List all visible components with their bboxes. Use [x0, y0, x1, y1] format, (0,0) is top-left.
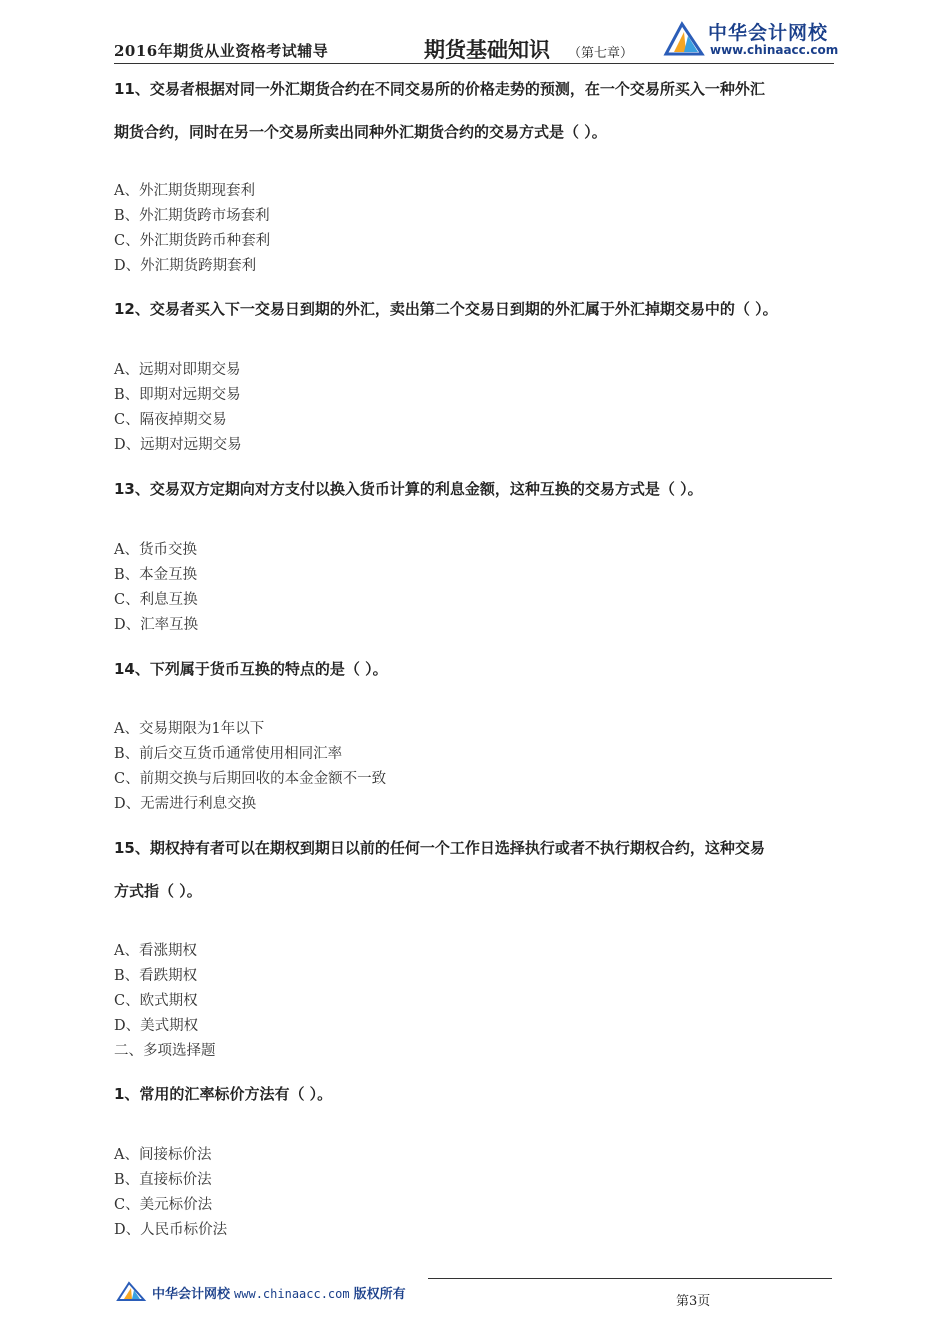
question-13-option-b: B、本金互换: [114, 567, 198, 583]
question-12-option-c: C、隔夜掉期交易: [114, 412, 227, 428]
question-12-option-a: A、远期对即期交易: [114, 362, 241, 378]
question-12-line-1: 12、交易者买入下一交易日到期的外汇，卖出第二个交易日到期的外汇属于外汇掉期交易中的（ ）。: [114, 300, 778, 318]
question-12-option-b: B、即期对远期交易: [114, 387, 241, 403]
footer-url[interactable]: www.chinaacc.com: [234, 1287, 350, 1301]
footer-brand: [152, 1283, 406, 1302]
question-15-option-b: B、看跌期权: [114, 968, 198, 984]
question-11-line-2: 期货合约，同时在另一个交易所卖出同种外汇期货合约的交易方式是（ ）。: [114, 123, 607, 141]
question-15-option-d: D、美式期权: [114, 1018, 199, 1034]
question-14-option-b: B、前后交互货币通常使用相同汇率: [114, 746, 343, 762]
question-11-option-a: A、外汇期货期现套利: [114, 183, 255, 199]
footer-brand-name: 中华会计网校: [152, 1287, 231, 1302]
question-12-option-d: D、远期对远期交易: [114, 437, 242, 453]
question-14-option-c: C、前期交换与后期回收的本金金额不一致: [114, 771, 387, 787]
question-15-option-c: C、欧式期权: [114, 993, 198, 1009]
multi-question-1-option-d: D、人民币标价法: [114, 1222, 228, 1238]
multi-question-1-option-c: C、美元标价法: [114, 1197, 213, 1213]
multi-question-1-option-b: B、直接标价法: [114, 1172, 212, 1188]
footer-rights: 版权所有: [353, 1287, 406, 1302]
question-15-option-a: A、看涨期权: [114, 943, 197, 959]
logo-triangle-icon: [662, 18, 706, 58]
footer-logo-icon: [116, 1280, 148, 1302]
question-14-option-a: A、交易期限为1年以下: [114, 721, 265, 737]
question-13-option-d: D、汇率互换: [114, 617, 199, 633]
question-13-line-1: 13、交易双方定期向对方支付以换入货币计算的利息金额，这种互换的交易方式是（ ）。: [114, 480, 703, 498]
question-11-line-1: 11、交易者根据对同一外汇期货合约在不同交易所的价格走势的预测，在一个交易所买入一种外汇: [114, 80, 765, 98]
multi-question-1-option-a: A、间接标价法: [114, 1147, 212, 1163]
question-11-option-c: C、外汇期货跨币种套利: [114, 233, 271, 249]
question-14-option-d: D、无需进行利息交换: [114, 796, 257, 812]
header-chapter: （第七章）: [568, 46, 634, 61]
chinaacc-logo: [662, 16, 838, 60]
question-13-option-a: A、货币交换: [114, 542, 197, 558]
logo-name: 中华会计网校: [708, 22, 829, 44]
question-11-option-d: D、外汇期货跨期套利: [114, 258, 257, 274]
header-rule: [114, 63, 834, 64]
logo-url: www.chinaacc.com: [710, 43, 839, 57]
page-number: 第3页: [676, 1294, 711, 1309]
question-15-line-2: 方式指（ ）。: [114, 882, 202, 900]
section-title-multiple-choice: 二、多项选择题: [114, 1043, 216, 1059]
question-15-line-1: 15、期权持有者可以在期权到期日以前的任何一个工作日选择执行或者不执行期权合约，这种交易: [114, 839, 765, 857]
multi-question-1-line-1: 1、常用的汇率标价方法有（ ）。: [114, 1085, 333, 1103]
question-11-option-b: B、外汇期货跨市场套利: [114, 208, 270, 224]
question-13-option-c: C、利息互换: [114, 592, 198, 608]
footer-rule: [428, 1278, 832, 1279]
header-subject-title: 期货基础知识: [424, 38, 550, 62]
question-14-line-1: 14、下列属于货币互换的特点的是（ ）。: [114, 660, 388, 678]
header-exam-title: 2016年期货从业资格考试辅导: [114, 42, 329, 60]
